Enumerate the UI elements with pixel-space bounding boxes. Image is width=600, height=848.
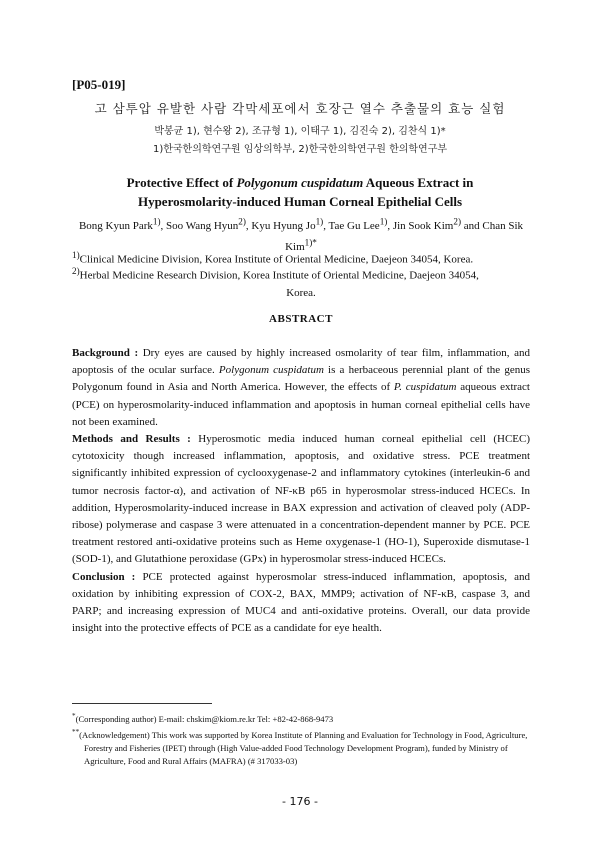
title-line1-before: Protective Effect of xyxy=(126,175,237,190)
author: Jin Sook Kim$^{2)}$ and xyxy=(392,216,483,232)
title-line1-after: Aqueous Extract in xyxy=(363,175,474,190)
footnote-acknowledgement: **(Acknowledgement) This work was supported by Korea Institute of Planning and Evaluation for Technology in Food, Agriculture, Forestry and Fisheries (IPET) through (High Value-added Food Technology Development Program), funded by Ministry of Agriculture, Food and Rural Affairs (MAFRA) (# 317033-03) xyxy=(72,727,528,766)
affiliation-1-mark: 1) xyxy=(72,250,80,260)
title-species: Polygonum cuspidatum xyxy=(236,175,364,190)
poster-code: [P05-019] xyxy=(72,77,126,92)
footnote-divider xyxy=(72,703,212,704)
conclusion-paragraph: Conclusion : PCE protected against hyperosmolar stress-induced inflammation, apoptosis, and oxidation by inhibiting expression of COX-2, BAX, MMP9; activation of NF-κB, caspase 3, and PARP; and increasing expression of MUC4 and anti-oxidative proteins. Overall, our data provide insight into the protective effects of PCE as a candidate for eye health. xyxy=(72,570,530,635)
korean-affiliations: 1)한국한의학연구원 임상의학부, 2)한국한의학연구원 한의학연구부 xyxy=(152,144,448,155)
affiliation-2-text: Herbal Medicine Research Division, Korea Institute of Oriental Medicine, Daejeon 34054, xyxy=(79,269,479,282)
background-label: Background : xyxy=(72,347,139,359)
footnotes xyxy=(72,710,530,768)
abstract-body xyxy=(72,345,530,637)
author: Soo Wang Hyun$^{2)}$, xyxy=(166,216,252,232)
methods-paragraph: Methods and Results : Hyperosmotic media induced human corneal epithelial cell (HCEC) cytotoxicity though increased inflammation, apoptosis, and oxidative stress. PCE treatment significantly inhibited expression of cyclooxygenase-2 and inflammatory cytokines (interleukin-6 and tumor necrosis factor-α), and activation of NF-κB p65 in hyperosmolar stress-induced HCECs. In addition, Hyperosmolarity-induced increase in BAX expression and activation of cleaved poly (ADP-ribose) polymerase and caspase 3 were attenuated in a concentration-dependent manner by PCE. PCE treatment restored anti-oxidative proteins such as Heme oxygenase-1 (HO-1), Superoxide dismutase-1 (SOD-1), and Glutathione peroxidase (GPx) in hyperosmolar stress-induced HCECs. xyxy=(72,433,530,566)
title-line2: Hyperosmolarity-induced Human Corneal Epithelial Cells xyxy=(137,194,463,209)
korean-title: 고 삼투압 유발한 사람 각막세포에서 호장근 열수 추출물의 효능 실험 xyxy=(94,101,506,116)
affiliation-1-text: Clinical Medicine Division, Korea Institute of Oriental Medicine, Daejeon 34054, Korea. xyxy=(79,253,474,266)
abstract-heading: ABSTRACT xyxy=(269,313,333,325)
english-title xyxy=(70,173,530,211)
footnote-corresponding: *(Corresponding author) E-mail: chskim@kiom.re.kr Tel: +82-42-868-9473 xyxy=(72,712,334,724)
author: Tae Gu Lee$^{1)}$, xyxy=(328,216,393,232)
page-number: - 176 - xyxy=(282,795,318,808)
author: Chan Sik Kim$^{1)*}$ xyxy=(285,219,524,254)
methods-label: Methods and Results : xyxy=(72,433,191,446)
affiliation-2-mark: 2) xyxy=(72,266,80,276)
background-paragraph: Background : Dry eyes are caused by highly increased osmolarity of tear film, inflammation, and apoptosis of the ocular surface. Polygonum cuspidatum is a herbaceous perennial plant of the genus Polygonum found in Asia and North America. However, the effects of P. cuspidatum aqueous extract (PCE) on hyperosmolarity-induced inflammation and apoptosis in human corneal epithelial cells have not been examined. xyxy=(72,347,531,428)
korean-authors: 박봉균 1), 현수왕 2), 조규형 1), 이태구 1), 김진숙 2), 김찬식 1)* xyxy=(154,126,446,137)
conclusion-label: Conclusion : xyxy=(72,570,136,583)
affiliation-2-continuation: Korea. xyxy=(286,286,316,299)
affiliation-2 xyxy=(72,263,530,302)
author: Kyu Hyung Jo$^{1)}$, xyxy=(251,216,329,232)
author: Bong Kyun Park$^{1)}$, xyxy=(78,216,167,232)
